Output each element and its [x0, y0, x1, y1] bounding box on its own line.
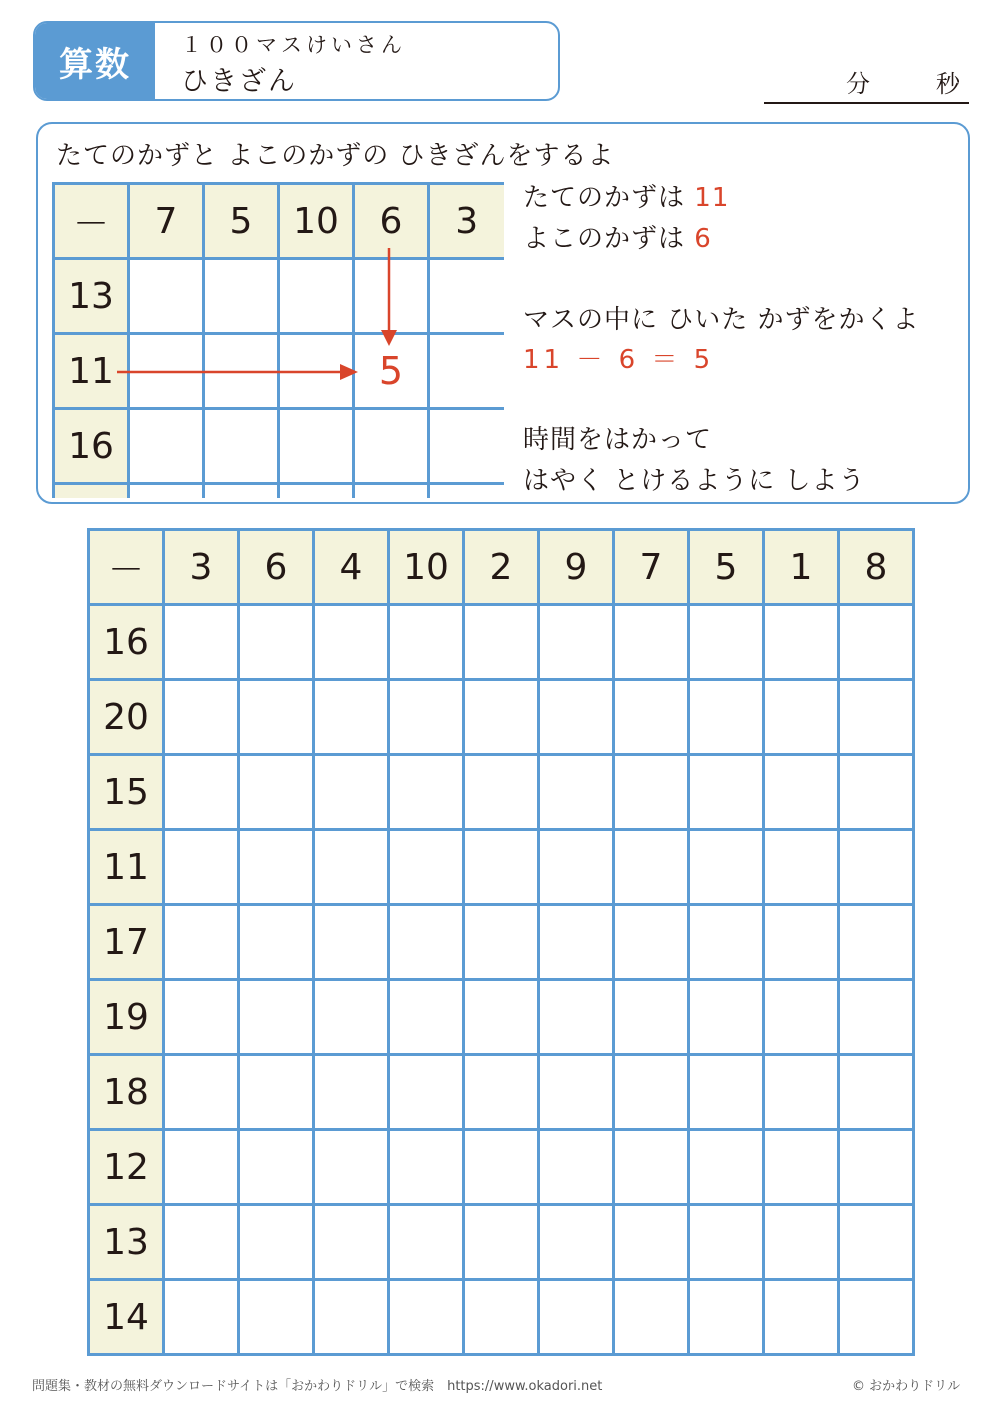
column-header: 1 — [764, 530, 839, 605]
answer-cell[interactable] — [464, 905, 539, 980]
answer-cell[interactable] — [239, 1055, 314, 1130]
answer-cell[interactable] — [164, 755, 239, 830]
answer-cell[interactable] — [764, 905, 839, 980]
answer-cell[interactable] — [164, 980, 239, 1055]
row-header: 13 — [89, 1205, 164, 1280]
answer-cell[interactable] — [314, 1055, 389, 1130]
answer-cell[interactable] — [464, 830, 539, 905]
answer-cell[interactable] — [839, 980, 914, 1055]
example-column-header: 5 — [204, 184, 279, 259]
horizontal-arrow-icon — [117, 364, 358, 380]
row-header: 12 — [89, 1130, 164, 1205]
footer-site-note: 問題集・教材の無料ダウンロードサイトは「おかわりドリル」で検索 https://www.okadori.net — [32, 1379, 603, 1394]
answer-cell[interactable] — [464, 1205, 539, 1280]
column-header: 5 — [689, 530, 764, 605]
timing-note-line-1: 時間をはかって — [523, 425, 713, 455]
answer-cell[interactable] — [539, 605, 614, 680]
example-operator-cell: － — [54, 184, 129, 259]
column-header: 2 — [464, 530, 539, 605]
worksheet-subtitle: １００マスけいさん — [181, 33, 406, 57]
answer-cell[interactable] — [539, 905, 614, 980]
answer-cell[interactable] — [539, 1205, 614, 1280]
answer-cell[interactable] — [689, 980, 764, 1055]
answer-cell[interactable] — [839, 680, 914, 755]
example-row-header: 16 — [54, 409, 129, 484]
answer-cell[interactable] — [314, 1130, 389, 1205]
answer-cell[interactable] — [614, 1055, 689, 1130]
seconds-label: 秒 — [936, 70, 960, 98]
answer-cell[interactable] — [164, 605, 239, 680]
answer-cell[interactable] — [164, 1055, 239, 1130]
grid-row — [89, 1055, 914, 1130]
answer-cell[interactable] — [389, 980, 464, 1055]
answer-cell[interactable] — [464, 1280, 539, 1355]
answer-cell[interactable] — [539, 680, 614, 755]
column-header: 9 — [539, 530, 614, 605]
horizontal-number-note — [523, 218, 712, 255]
answer-cell[interactable] — [314, 1280, 389, 1355]
answer-cell[interactable] — [314, 755, 389, 830]
answer-cell[interactable] — [389, 905, 464, 980]
horizontal-label: よこのかずは — [523, 224, 686, 254]
example-column-header: 3 — [429, 184, 504, 259]
answer-cell[interactable] — [239, 755, 314, 830]
row-header: 20 — [89, 680, 164, 755]
answer-cell[interactable] — [314, 830, 389, 905]
column-header: 7 — [614, 530, 689, 605]
answer-cell[interactable] — [689, 905, 764, 980]
example-column-header: 7 — [129, 184, 204, 259]
answer-cell[interactable] — [389, 680, 464, 755]
answer-cell[interactable] — [464, 1055, 539, 1130]
answer-cell[interactable] — [314, 680, 389, 755]
answer-cell[interactable] — [689, 1205, 764, 1280]
answer-cell[interactable] — [539, 1055, 614, 1130]
answer-cell[interactable] — [839, 905, 914, 980]
answer-cell[interactable] — [389, 755, 464, 830]
answer-cell[interactable] — [164, 905, 239, 980]
answer-cell[interactable] — [314, 605, 389, 680]
answer-cell[interactable] — [539, 980, 614, 1055]
answer-cell[interactable] — [764, 605, 839, 680]
answer-cell[interactable] — [164, 1205, 239, 1280]
answer-cell[interactable] — [239, 980, 314, 1055]
answer-cell[interactable] — [614, 1205, 689, 1280]
row-header: 19 — [89, 980, 164, 1055]
grid-row — [89, 1130, 914, 1205]
answer-cell[interactable] — [239, 1205, 314, 1280]
answer-cell[interactable] — [689, 1280, 764, 1355]
answer-cell[interactable] — [464, 755, 539, 830]
answer-cell[interactable] — [689, 605, 764, 680]
answer-cell[interactable] — [689, 1055, 764, 1130]
grid-row — [89, 830, 914, 905]
answer-cell[interactable] — [314, 1205, 389, 1280]
row-header: 18 — [89, 1055, 164, 1130]
answer-cell[interactable] — [764, 1055, 839, 1130]
grid-row — [89, 1205, 914, 1280]
answer-cell[interactable] — [464, 1130, 539, 1205]
answer-cell[interactable] — [464, 680, 539, 755]
example-row-header: 11 — [54, 334, 129, 409]
row-header: 14 — [89, 1280, 164, 1355]
example-answer-cell: 5 — [354, 334, 429, 409]
answer-cell[interactable] — [239, 905, 314, 980]
grid-row — [89, 1280, 914, 1355]
answer-cell[interactable] — [839, 1280, 914, 1355]
answer-cell[interactable] — [389, 605, 464, 680]
grid-row — [89, 755, 914, 830]
answer-cell[interactable] — [764, 680, 839, 755]
answer-cell[interactable] — [614, 1130, 689, 1205]
answer-cell[interactable] — [614, 1280, 689, 1355]
write-instruction: マスの中に ひいた かずをかくよ — [523, 305, 920, 335]
answer-cell[interactable] — [689, 680, 764, 755]
answer-cell[interactable] — [839, 830, 914, 905]
answer-cell[interactable] — [839, 1055, 914, 1130]
vertical-value: 11 — [694, 183, 730, 213]
example-equation: 11 － 6 ＝ 5 — [523, 345, 715, 375]
horizontal-value: 6 — [694, 224, 712, 254]
vertical-number-note — [523, 177, 729, 214]
answer-cell[interactable] — [314, 980, 389, 1055]
answer-cell[interactable] — [614, 905, 689, 980]
grid-row — [89, 980, 914, 1055]
answer-cell[interactable] — [539, 1280, 614, 1355]
minutes-label: 分 — [846, 70, 870, 98]
row-header: 16 — [89, 605, 164, 680]
timing-note-line-2: はやく とけるように しよう — [523, 466, 866, 496]
grid-row — [89, 905, 914, 980]
answer-cell[interactable] — [389, 1130, 464, 1205]
answer-cell[interactable] — [239, 605, 314, 680]
grid-row — [89, 605, 914, 680]
answer-cell[interactable] — [539, 1130, 614, 1205]
answer-cell[interactable] — [614, 605, 689, 680]
answer-cell[interactable] — [164, 680, 239, 755]
answer-cell[interactable] — [164, 830, 239, 905]
operator-cell: － — [89, 530, 164, 605]
answer-cell[interactable] — [614, 680, 689, 755]
answer-cell[interactable] — [689, 755, 764, 830]
subject-badge: 算数 — [35, 23, 155, 99]
row-header: 11 — [89, 830, 164, 905]
subtraction-grid — [87, 528, 915, 1356]
answer-cell[interactable] — [764, 1205, 839, 1280]
row-header: 17 — [89, 905, 164, 980]
answer-cell[interactable] — [764, 830, 839, 905]
answer-cell[interactable] — [239, 680, 314, 755]
column-header: 4 — [314, 530, 389, 605]
column-header: 8 — [839, 530, 914, 605]
grid-row — [89, 680, 914, 755]
answer-cell[interactable] — [614, 830, 689, 905]
example-instruction: たてのかずと よこのかずの ひきざんをするよ — [56, 141, 615, 171]
subtraction-table — [87, 528, 915, 1356]
answer-cell[interactable] — [614, 980, 689, 1055]
answer-cell[interactable] — [164, 1280, 239, 1355]
answer-cell[interactable] — [389, 830, 464, 905]
answer-cell[interactable] — [614, 755, 689, 830]
example-column-header: 10 — [279, 184, 354, 259]
answer-cell[interactable] — [239, 1130, 314, 1205]
answer-cell[interactable] — [464, 980, 539, 1055]
answer-cell[interactable] — [539, 830, 614, 905]
answer-cell[interactable] — [464, 605, 539, 680]
answer-cell[interactable] — [239, 1280, 314, 1355]
answer-cell[interactable] — [764, 1280, 839, 1355]
answer-cell[interactable] — [764, 755, 839, 830]
example-arrows — [0, 0, 1000, 520]
example-row-header: 13 — [54, 259, 129, 334]
row-header: 15 — [89, 755, 164, 830]
answer-cell[interactable] — [539, 755, 614, 830]
example-column-header: 6 — [354, 184, 429, 259]
worksheet-title: ひきざん — [181, 66, 297, 97]
answer-cell[interactable] — [314, 905, 389, 980]
answer-cell[interactable] — [689, 1130, 764, 1205]
footer-copyright: © おかわりドリル — [852, 1379, 961, 1394]
answer-cell[interactable] — [839, 1130, 914, 1205]
column-header: 6 — [239, 530, 314, 605]
answer-cell[interactable] — [764, 980, 839, 1055]
column-header: 3 — [164, 530, 239, 605]
answer-cell[interactable] — [389, 1280, 464, 1355]
column-header: 10 — [389, 530, 464, 605]
answer-cell[interactable] — [839, 605, 914, 680]
answer-cell[interactable] — [839, 755, 914, 830]
answer-cell[interactable] — [239, 830, 314, 905]
answer-cell[interactable] — [164, 1130, 239, 1205]
vertical-label: たてのかずは — [523, 183, 686, 213]
answer-cell[interactable] — [689, 830, 764, 905]
vertical-arrow-icon — [381, 248, 397, 346]
answer-cell[interactable] — [389, 1055, 464, 1130]
answer-cell[interactable] — [389, 1205, 464, 1280]
answer-cell[interactable] — [839, 1205, 914, 1280]
answer-cell[interactable] — [764, 1130, 839, 1205]
